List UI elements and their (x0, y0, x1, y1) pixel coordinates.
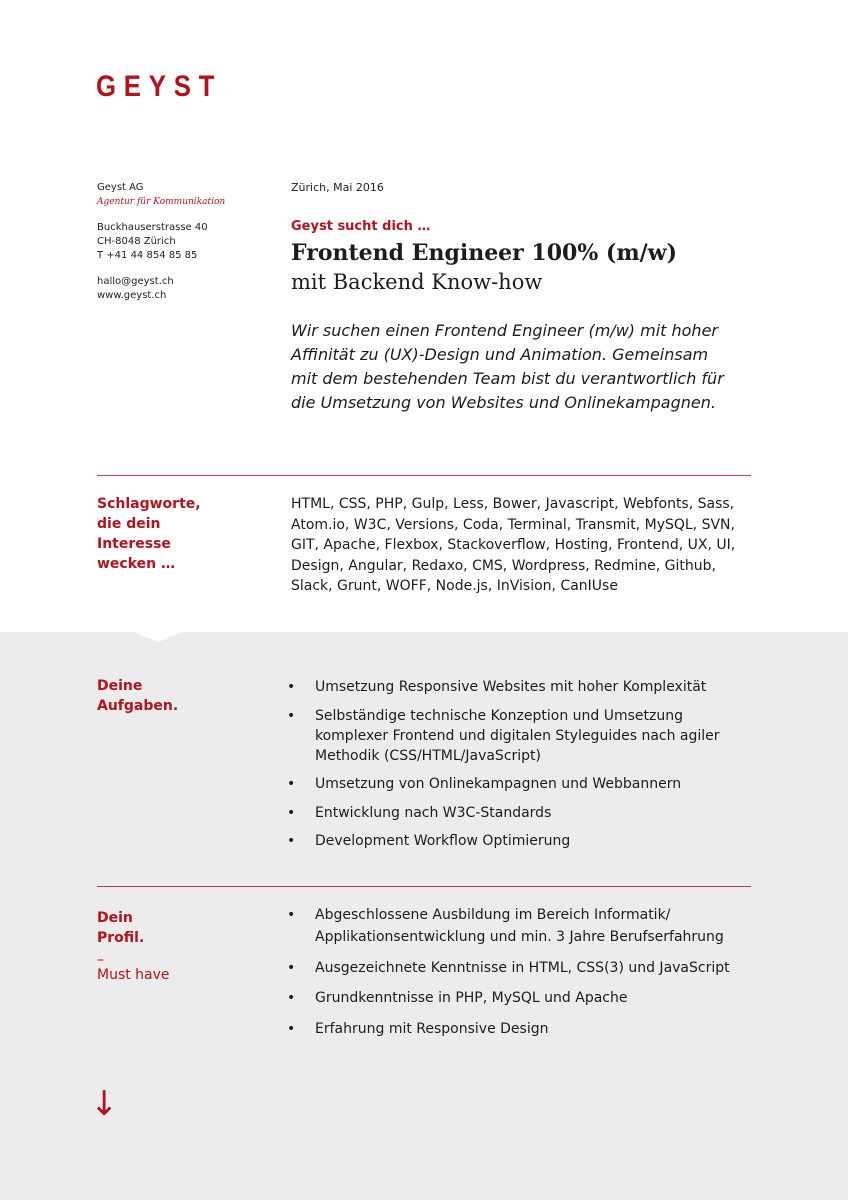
job-title: Frontend Engineer 100% (m/w) (291, 240, 677, 266)
label-line: Aufgaben. (97, 698, 179, 714)
job-subtitle: mit Backend Know-how (291, 270, 543, 294)
list-item: • Development Workflow Optimierung (287, 831, 737, 851)
list-item: • Umsetzung Responsive Websites mit hoher Komplexität (287, 677, 737, 697)
list-item: • Selbständige technische Konzeption und Umsetzung komplexer Frontend und digitalen Styleguides nach agiler Methodik (CSS/HTML/JavaScript) (287, 706, 737, 766)
list-item: • Umsetzung von Onlinekampagnen und Webbannern (287, 774, 737, 794)
must-have-label (97, 952, 170, 986)
label-line: Profil. (97, 930, 145, 946)
street: Buckhauserstrasse 40 (97, 222, 208, 233)
list-item: • Erfahrung mit Responsive Design (287, 1018, 737, 1040)
keywords-list: HTML, CSS, PHP, Gulp, Less, Bower, Javascript, Webfonts, Sass, Atom.io, W3C, Versions, Coda, Terminal, Transmit, MySQL, SVN, GIT, Apache, Flexbox, Stackoverflow, Hosting, Frontend, UX, UI, Design, Angular, Redaxo, CMS, Wordpress, Redmine, Github, Slack, Grunt, WOFF, Node.js, InVision, CanIUse (291, 496, 736, 594)
label-line: Interesse (97, 536, 171, 552)
label-line: die dein (97, 516, 161, 532)
label-line: Deine (97, 678, 143, 694)
must-have-text: Must have (97, 967, 170, 983)
phone: T +41 44 854 85 85 (97, 250, 198, 261)
posting-kicker: Geyst sucht dich … (291, 219, 431, 234)
city: CH-8048 Zürich (97, 236, 176, 247)
website-link[interactable]: www.geyst.ch (97, 290, 167, 301)
label-line: Schlagworte, (97, 496, 201, 512)
company-logo: GEYST (96, 70, 223, 103)
dash: – (97, 952, 104, 968)
list-item: • Ausgezeichnete Kenntnisse in HTML, CSS(3) und JavaScript (287, 957, 737, 979)
label-line: Dein (97, 910, 133, 926)
keywords-label (97, 494, 201, 574)
list-item: • Grundkenntnisse in PHP, MySQL und Apache (287, 987, 737, 1009)
tasks-label (97, 676, 178, 716)
profile-list (287, 904, 737, 1048)
label-line: wecken … (97, 556, 175, 572)
email-link[interactable]: hallo@geyst.ch (97, 276, 174, 287)
contact-links (97, 275, 225, 303)
postal-address (97, 221, 225, 263)
section-notch (134, 632, 182, 642)
list-item: • Abgeschlossene Ausbildung im Bereich Informatik/ Applikationsentwicklung und min. 3 Jahre Berufserfahrung (287, 904, 737, 948)
list-item: • Entwicklung nach W3C-Standards (287, 803, 737, 823)
divider (97, 886, 751, 887)
company-tagline: Agentur für Kommunikation (97, 197, 226, 207)
divider (97, 475, 751, 476)
intro-paragraph: Wir suchen einen Frontend Engineer (m/w) mit hoher Affinität zu (UX)-Design und Animation. Gemeinsam mit dem bestehenden Team bist du verantwortlich für die Umsetzung von Websites und Onlinekampagnen. (291, 321, 724, 412)
tasks-list (287, 677, 737, 860)
arrow-down-icon: ↓ (90, 1084, 119, 1124)
posting-date: Zürich, Mai 2016 (291, 181, 384, 194)
sender-address (97, 181, 225, 303)
company-name: Geyst AG (97, 182, 144, 193)
profile-label (97, 908, 144, 948)
